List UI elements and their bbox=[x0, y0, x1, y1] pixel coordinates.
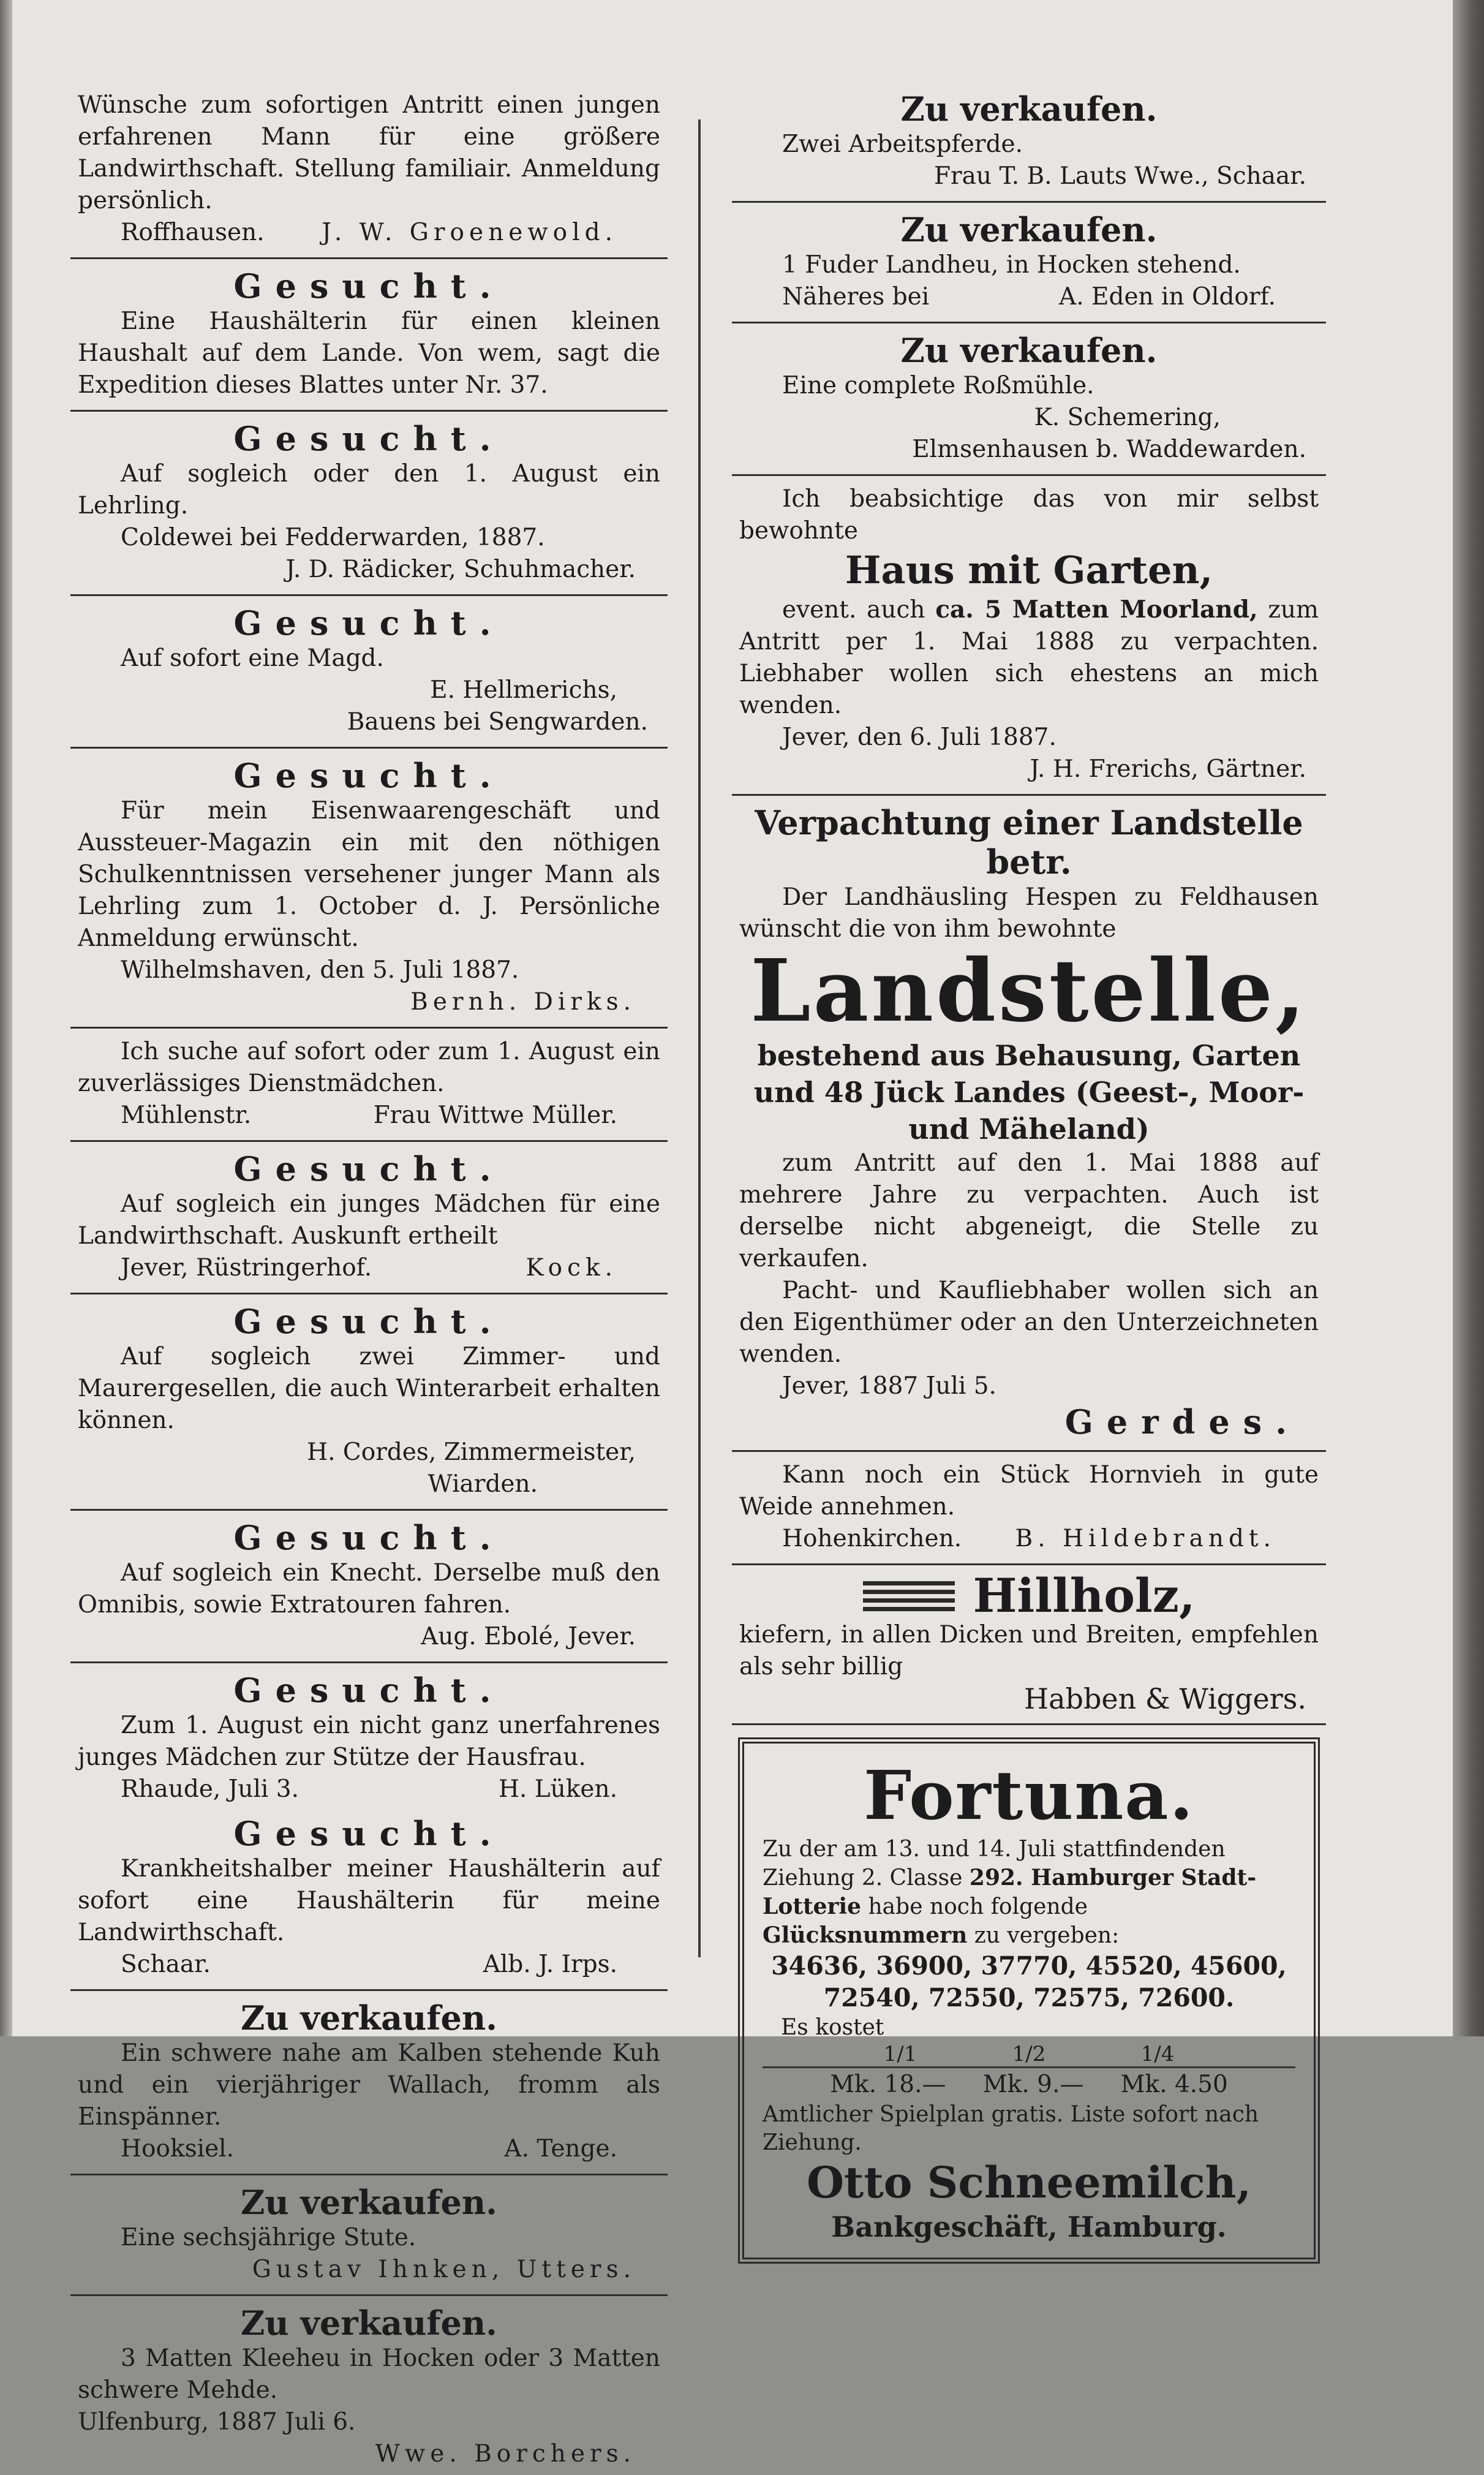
ad-heading: Gesucht. bbox=[233, 1518, 505, 1557]
ad-text: Eine Haushälterin für einen kleinen Haushalt auf dem Lande. Von wem, sagt die Expedition dieses Blattes unter Nr. 37. bbox=[78, 308, 660, 399]
divider bbox=[70, 257, 668, 259]
ad-place: Schaar. bbox=[121, 1951, 211, 1978]
ad-place: Mühlenstr. bbox=[121, 1101, 252, 1129]
ad-heading: Gesucht. bbox=[233, 266, 505, 306]
fraction-full: 1/1 bbox=[883, 2042, 917, 2066]
price-row bbox=[763, 2066, 1295, 2101]
divider bbox=[70, 1293, 668, 1294]
ad-haus-mit-garten bbox=[732, 480, 1326, 790]
ad-heading: Zu verkaufen. bbox=[241, 1998, 497, 2038]
ad-hillholz bbox=[732, 1569, 1326, 1720]
ad-subheading: bestehend aus Behausung, Garten und 48 Jück Landes (Geest-, Moor- und Mäheland) bbox=[753, 1039, 1305, 1146]
ad-text: Eine complete Roßmühle. bbox=[782, 372, 1094, 399]
divider bbox=[70, 594, 668, 596]
ad-verkaufen-stute bbox=[70, 2179, 668, 2291]
ad-place: Coldewei bei Fedderwarden, 1887. bbox=[121, 524, 545, 551]
ad-text: Ein schwere nahe am Kalben stehende Kuh und ein vierjähriger Wallach, fromm als Einspänner. bbox=[78, 2039, 660, 2131]
ad-signer: Frau T. B. Lauts Wwe., Schaar. bbox=[933, 162, 1306, 190]
ad-signer: A. Eden in Oldorf. bbox=[1059, 283, 1276, 311]
ad-place: Jever, den 6. Juli 1887. bbox=[782, 724, 1057, 751]
ad-signer: J. H. Frerichs, Gärtner. bbox=[1030, 755, 1306, 783]
ad-tail: zu vergeben: bbox=[974, 1923, 1120, 1948]
ad-text: Auf sofort eine Magd. bbox=[121, 644, 384, 672]
ad-heading: Gesucht. bbox=[233, 756, 505, 795]
ad-heading: Gesucht. bbox=[233, 419, 505, 458]
ad-intro: Ich beabsichtige das von mir selbst bewohnte bbox=[739, 485, 1319, 545]
ad-hornvieh bbox=[732, 1456, 1326, 1560]
ad-heading: Gesucht. bbox=[233, 1814, 505, 1853]
divider bbox=[732, 794, 1326, 796]
ad-signer: Kock. bbox=[525, 1254, 617, 1282]
ad-fortuna-lottery bbox=[738, 1737, 1320, 2264]
ad-text: kiefern, in allen Dicken und Breiten, empfehlen als sehr billig bbox=[739, 1621, 1319, 1680]
ad-text: Zum 1. August ein nicht ganz unerfahrenes junges Mädchen zur Stütze der Hausfrau. bbox=[78, 1712, 660, 1771]
ad-heading: Zu verkaufen. bbox=[241, 2303, 497, 2343]
ad-signer: B. Hildebrandt. bbox=[1015, 1525, 1276, 1552]
ad-verkaufen-pferde bbox=[732, 86, 1326, 197]
ad-heading: Gesucht. bbox=[233, 1302, 505, 1341]
ad-signer-place: Wiarden. bbox=[427, 1470, 538, 1498]
ad-place: Ulfenburg, 1887 Juli 6. bbox=[78, 2408, 356, 2436]
ad-signer: J. W. Groenewold. bbox=[322, 219, 617, 246]
decorative-bars-icon bbox=[863, 1577, 955, 1615]
ad-gesucht-dirks bbox=[70, 752, 668, 1023]
divider bbox=[70, 1509, 668, 1511]
ad-signer: H. Cordes, Zimmermeister, bbox=[307, 1438, 636, 1466]
ad-text bbox=[763, 1835, 1295, 1950]
ad-text-a: event. auch bbox=[782, 596, 925, 624]
divider bbox=[70, 410, 668, 412]
ad-signer: E. Hellmerichs, bbox=[430, 676, 617, 704]
ad-lottery-name: 292. Hamburger Stadt-Lotterie bbox=[763, 1865, 1257, 1919]
price-fractions bbox=[763, 2042, 1295, 2066]
ad-plan: Amtlicher Spielplan gratis. Liste sofort nach Ziehung. bbox=[763, 2102, 1259, 2155]
ad-kostet: Es kostet bbox=[781, 2015, 884, 2040]
ad-bank-name: Otto Schneemilch, bbox=[807, 2157, 1251, 2208]
ad-heading: Haus mit Garten, bbox=[845, 548, 1213, 592]
divider bbox=[732, 1723, 1326, 1725]
ad-text-bold: ca. 5 Matten Moorland, bbox=[935, 595, 1258, 624]
ad-gesucht-knecht bbox=[70, 1514, 668, 1658]
divider bbox=[70, 2294, 668, 2296]
ad-text: Wünsche zum sofortigen Antritt einen jungen erfahrenen Mann für eine größere Landwirthschaft. Stellung familiair. Anmeldung persönlich. bbox=[78, 91, 660, 214]
divider bbox=[732, 1450, 1326, 1452]
ad-dienstmaedchen bbox=[70, 1032, 668, 1136]
ad-gesucht-magd bbox=[70, 600, 668, 743]
fraction-half: 1/2 bbox=[1012, 2042, 1046, 2066]
ad-text: Auf sogleich zwei Zimmer- und Maurergesellen, die auch Winterarbeit erhalten können. bbox=[78, 1343, 660, 1434]
ad-text: 1 Fuder Landheu, in Hocken stehend. bbox=[782, 251, 1241, 279]
divider bbox=[732, 322, 1326, 323]
ad-verkaufen-rossmuehle bbox=[732, 327, 1326, 470]
ad-place: Jever, Rüstringerhof. bbox=[121, 1254, 372, 1282]
ad-gesucht-irps bbox=[70, 1810, 668, 1986]
ad-text: zum Antritt auf den 1. Mai 1888 auf mehrere Jahre zu verpachten. Auch ist derselbe nicht abgeneigt, die Stelle zu verkaufen. bbox=[739, 1149, 1319, 1272]
ad-intro: Zu der am 13. und 14. Juli stattfindenden Ziehung 2. Classe bbox=[763, 1837, 1226, 1891]
ad-text bbox=[739, 594, 1319, 722]
ad-mega-heading: Landstelle, bbox=[750, 941, 1308, 1041]
ad-signer: Bernh. Dirks. bbox=[410, 988, 636, 1016]
ad-signer: J. D. Rädicker, Schuhmacher. bbox=[285, 556, 636, 583]
ad-heading: Zu verkaufen. bbox=[900, 210, 1158, 249]
ad-place: Hohenkirchen. bbox=[782, 1525, 962, 1552]
ad-gesucht-lehrling bbox=[70, 415, 668, 591]
divider bbox=[70, 1027, 668, 1029]
divider bbox=[70, 1661, 668, 1663]
ad-signer: A. Tenge. bbox=[504, 2135, 617, 2163]
price-quarter: Mk. 4.50 bbox=[1120, 2071, 1228, 2098]
divider bbox=[70, 2174, 668, 2175]
divider bbox=[70, 1140, 668, 1142]
ad-signer: Aug. Ebolé, Jever. bbox=[421, 1623, 636, 1650]
page-edge-left bbox=[0, 0, 12, 2036]
ad-text: Für mein Eisenwaarengeschäft und Aussteuer-Magazin ein mit den nöthigen Schulkenntnissen versehener junger Mann als Lehrling zum 1. October d. J. Persönliche Anmeldung erwünscht. bbox=[78, 797, 660, 952]
ad-text-b: zum Antritt per 1. Mai 1888 zu verpachten. Liebhaber wollen sich ehestens an mich wenden. bbox=[739, 596, 1319, 719]
ad-signer: K. Schemering, bbox=[1034, 404, 1221, 431]
fraction-quarter: 1/4 bbox=[1140, 2042, 1175, 2066]
ad-signer: Wwe. Borchers. bbox=[375, 2440, 636, 2468]
ad-gesucht-maedchen bbox=[70, 1146, 668, 1289]
ad-text: Zwei Arbeitspferde. bbox=[782, 130, 1023, 158]
ad-landstelle bbox=[732, 799, 1326, 1446]
ad-text: Ich suche auf sofort oder zum 1. August ein zuverlässiges Dienstmädchen. bbox=[78, 1038, 660, 1097]
ad-signer-place: Elmsenhausen b. Waddewarden. bbox=[912, 436, 1306, 463]
ad-groenewold bbox=[70, 86, 668, 254]
ad-heading: Verpachtung einer Landstelle betr. bbox=[755, 803, 1303, 882]
ad-heading: Zu verkaufen. bbox=[900, 89, 1158, 129]
ad-verkaufen-kuh bbox=[70, 1995, 668, 2170]
ad-verkaufen-landheu bbox=[732, 206, 1326, 318]
ad-text: Kann noch ein Stück Hornvieh in gute Weide annehmen. bbox=[739, 1461, 1319, 1521]
ad-signer: Alb. J. Irps. bbox=[483, 1951, 617, 1978]
ad-place: Näheres bei bbox=[782, 283, 930, 311]
ad-signer: Habben & Wiggers. bbox=[1024, 1682, 1306, 1715]
price-full: Mk. 18.— bbox=[830, 2071, 946, 2098]
ad-text: Auf sogleich oder den 1. August ein Lehrling. bbox=[78, 460, 660, 520]
divider bbox=[70, 1989, 668, 1991]
ad-heading: Zu verkaufen. bbox=[241, 2183, 497, 2222]
ad-verkaufen-kleeheu bbox=[70, 2300, 668, 2475]
ad-text: Auf sogleich ein Knecht. Derselbe muß den Omnibis, sowie Extratouren fahren. bbox=[78, 1559, 660, 1619]
ad-signer-place: Bauens bei Sengwarden. bbox=[347, 708, 648, 736]
ad-signer: Gustav Ihnken, Utters. bbox=[252, 2256, 636, 2283]
ad-place: Rhaude, Juli 3. bbox=[121, 1775, 299, 1803]
divider bbox=[732, 201, 1326, 203]
right-column bbox=[732, 86, 1326, 2264]
ad-gesucht-stuetze bbox=[70, 1667, 668, 1810]
ad-signer: H. Lüken. bbox=[498, 1775, 617, 1803]
page-edge-right bbox=[1453, 0, 1484, 2036]
ad-heading: Gesucht. bbox=[233, 1149, 505, 1188]
ad-heading: Gesucht. bbox=[233, 603, 505, 643]
ad-heading: Fortuna. bbox=[864, 1756, 1194, 1835]
ad-heading: Gesucht. bbox=[233, 1671, 505, 1710]
ad-intro: Der Landhäusling Hespen zu Feldhausen wünscht die von ihm bewohnte bbox=[739, 883, 1319, 943]
ad-gesucht-gesellen bbox=[70, 1298, 668, 1505]
ad-text: 3 Matten Kleeheu in Hocken oder 3 Matten schwere Mehde. bbox=[78, 2345, 660, 2404]
divider bbox=[732, 1563, 1326, 1565]
lottery-numbers-line-1: 34636, 36900, 37770, 45520, 45600, bbox=[771, 1951, 1287, 1981]
ad-bank-sub: Bankgeschäft, Hamburg. bbox=[831, 2210, 1227, 2243]
ad-gluecksnummern: Glücksnummern bbox=[763, 1922, 968, 1948]
divider bbox=[732, 474, 1326, 476]
price-half: Mk. 9.— bbox=[982, 2071, 1084, 2098]
column-divider bbox=[698, 119, 701, 1957]
ad-text: Auf sogleich ein junges Mädchen für eine Landwirthschaft. Auskunft ertheilt bbox=[78, 1190, 660, 1250]
ad-text: Krankheitshalber meiner Haushälterin auf sofort eine Haushälterin für meine Landwirthschaft. bbox=[78, 1855, 660, 1946]
ad-text: Eine sechsjährige Stute. bbox=[121, 2224, 416, 2251]
ad-gesucht-haushaelterin bbox=[70, 263, 668, 406]
ad-place: Roffhausen. bbox=[121, 219, 265, 246]
ad-text-2: Pacht- und Kaufliebhaber wollen sich an den Eigenthümer oder an den Unterzeichneten wenden. bbox=[739, 1277, 1319, 1368]
left-column bbox=[70, 86, 668, 2475]
lottery-numbers-line-2: 72540, 72550, 72575, 72600. bbox=[823, 1983, 1235, 2012]
divider bbox=[70, 747, 668, 749]
ad-place: Wilhelmshaven, den 5. Juli 1887. bbox=[121, 956, 519, 984]
ad-signer: Frau Wittwe Müller. bbox=[373, 1101, 617, 1129]
ad-signer: Gerdes. bbox=[1064, 1402, 1300, 1442]
ad-heading: Hillholz, bbox=[973, 1568, 1196, 1623]
ad-mid: habe noch folgende bbox=[868, 1894, 1088, 1919]
ad-place: Hooksiel. bbox=[121, 2135, 235, 2163]
ad-place: Jever, 1887 Juli 5. bbox=[782, 1372, 996, 1400]
ad-heading: Zu verkaufen. bbox=[900, 331, 1158, 370]
